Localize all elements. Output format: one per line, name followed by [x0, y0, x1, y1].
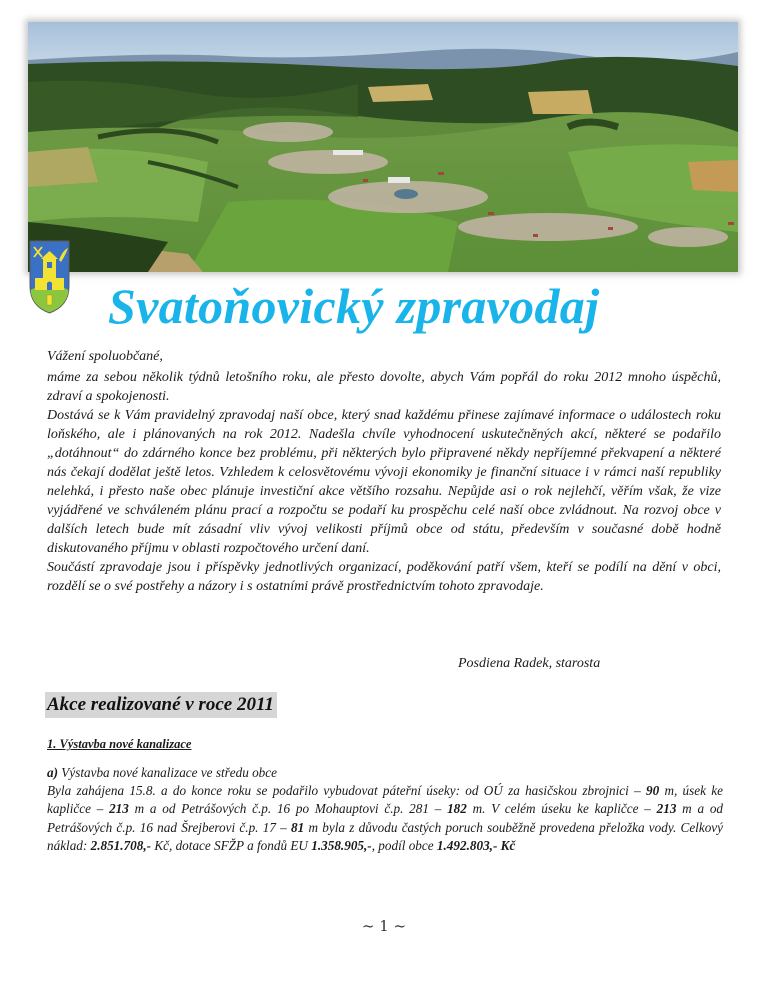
item-text: m byla z důvodu častých poruch souběžně provedena přeložka vody. Celkový náklad:: [47, 819, 723, 853]
landscape-illustration: [28, 22, 738, 272]
mayor-letter: [47, 368, 721, 596]
length-value: 90: [645, 783, 660, 799]
item-text: Kč, dotace SFŽP a fondů EU: [151, 837, 312, 853]
item-text: m. V celém úseku ke kapličce –: [466, 801, 657, 817]
page-number: ~ 1 ~: [361, 917, 407, 935]
item-title: Výstavba nové kanalizace ve středu obce: [58, 765, 277, 780]
item-text: m, úsek ke kapličce –: [47, 783, 723, 817]
item-text: m a od Petrášových č.p. 16 po Mohauptovi č.p. 281 –: [128, 801, 448, 817]
item-text: Byla zahájena 15.8. a do konce roku se podařilo vybudovat páteřní úseky: od OÚ za hasičskou zbrojnici –: [47, 783, 646, 799]
subsection-heading: 1. Výstavba nové kanalizace: [47, 737, 192, 751]
header-landscape-photo: [28, 22, 738, 272]
newsletter-title: Svatoňovický zpravodaj: [108, 278, 600, 334]
municipal-share: 1.492.803,- Kč: [436, 837, 516, 853]
item-label: a): [47, 765, 58, 780]
section-heading: Akce realizované v roce 2011: [45, 692, 277, 718]
item-text: m a od Petrášových č.p. 16 nad Šrejberovi č.p. 17 –: [47, 801, 724, 835]
shield-emblem-icon: [29, 240, 70, 314]
length-value: 213: [656, 801, 677, 817]
item-text: , podíl obce: [371, 837, 437, 853]
project-description: [47, 764, 723, 855]
subsidy-amount: 1.358.905,-: [311, 837, 372, 853]
letter-paragraph: máme za sebou několik týdnů letošního roku, ale přesto dovolte, abych Vám popřál do roku 2012 mnoho úspěchů, zdraví a spokojenosti.: [47, 370, 721, 404]
letter-paragraph: Dostává se k Vám pravidelný zpravodaj naší obce, který snad každému přinese zajímavé informace o událostech roku loňského, ale i plánovaných na rok 2012. Nadešla chvíle vyhodnocení uskutečněných akcí, některé se podařilo „dotáhnout“ do zdárného konce bez problému, při některých bylo připravené někdy nepříjemné překvapení a některé nás čekají dodělat ještě letos. Vzhledem k celosvětovému vývoji ekonomiky je finanční situace i v rámci naší republiky nelehká, i přesto naše obec plánuje investiční akce většího rozsahu. Nepůjde asi o rok nejlehčí, věřím však, že vize vyjádřené ve schváleném plánu prací a rozpočtu se podaří ku prospěchu celé naší obce zvládnout. Na rozvoj obce v dalších letech bude mít zásadní vliv vývoj velikosti příjmů obce od státu, především v současné době hodně diskutovaného příjmu v oblasti rozpočtového určení daní.: [47, 408, 721, 556]
coat-of-arms-icon: [29, 240, 70, 314]
length-value: 182: [447, 801, 467, 817]
length-value: 213: [109, 801, 129, 817]
total-cost: 2.851.708,-: [90, 837, 152, 853]
signature: Posdiena Radek, starosta: [458, 656, 601, 671]
greeting: Vážení spoluobčané,: [47, 349, 163, 364]
length-value: 81: [291, 819, 305, 835]
letter-paragraph: Součástí zpravodaje jsou i příspěvky jednotlivých organizací, poděkování patří všem, kteří se podílí na dění v obci, rozdělí se o své postřehy a názory i s ostatními právě prostřednictvím tohoto zpravodaje.: [47, 560, 721, 594]
